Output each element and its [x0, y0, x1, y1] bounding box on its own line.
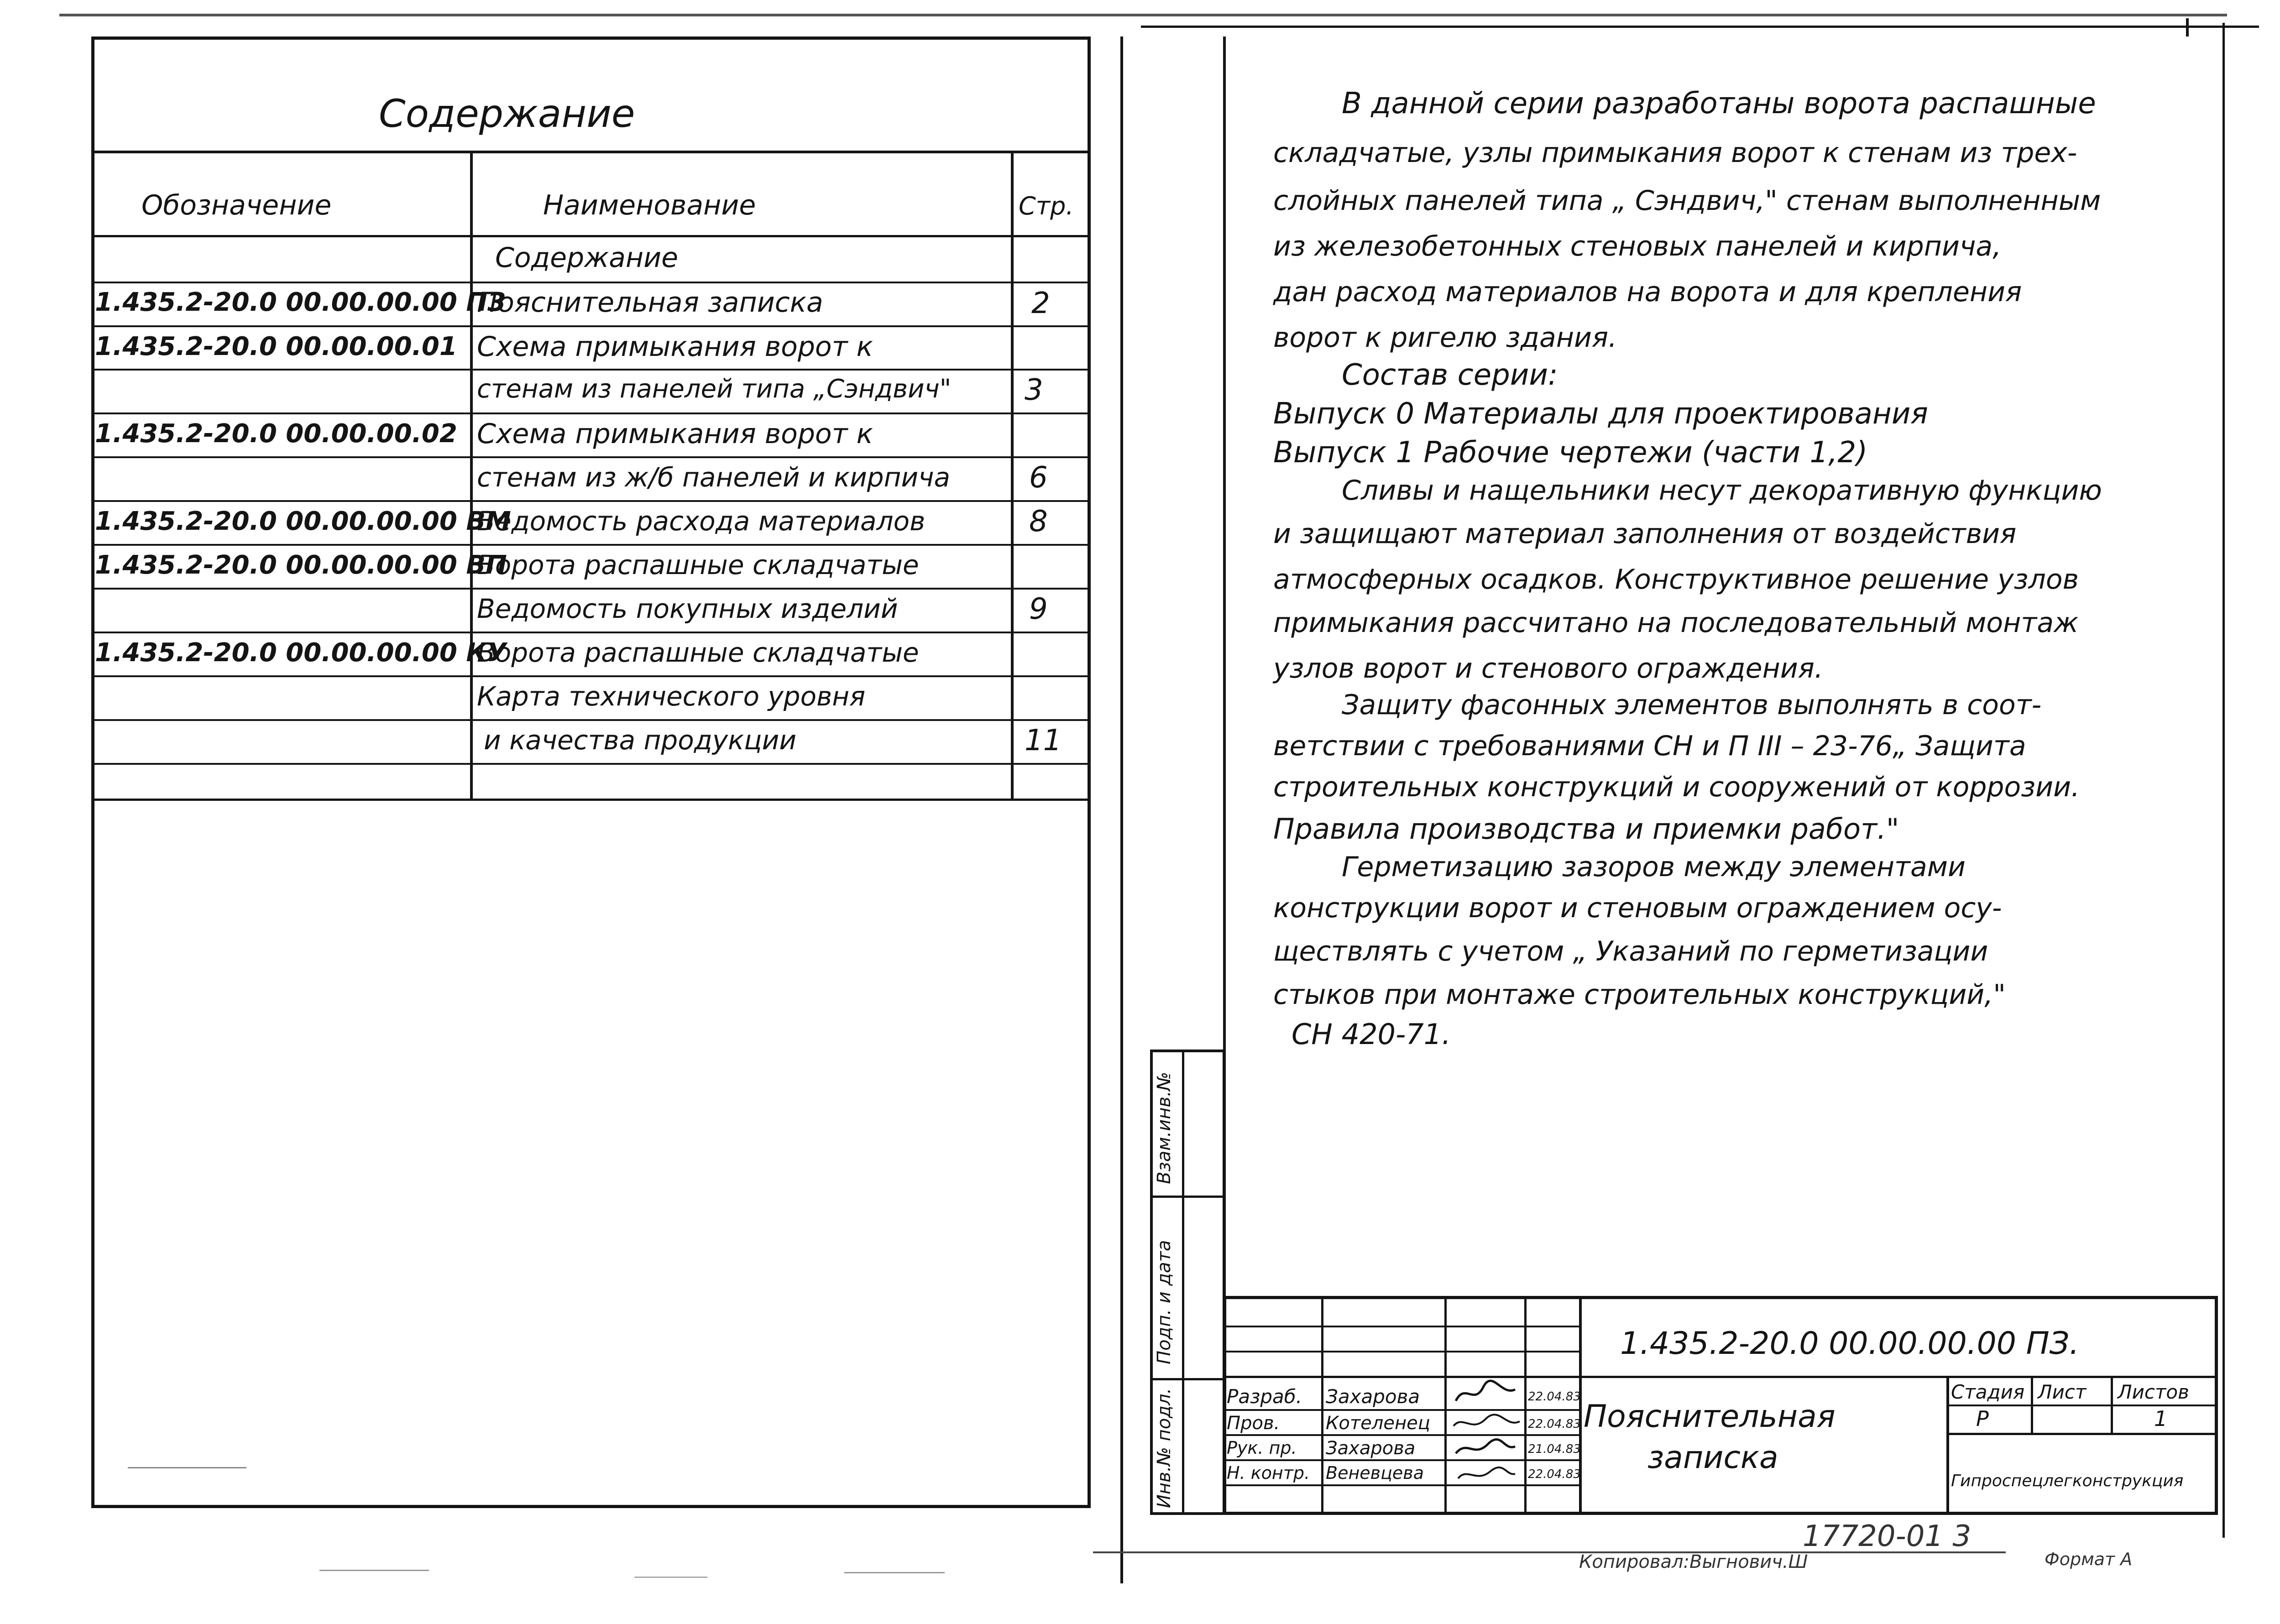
- tb-signer-date: 21.04.83: [1528, 1442, 1581, 1456]
- toc-line-6: [91, 500, 1091, 502]
- toc-line-13: [91, 799, 1091, 801]
- toc-row-name: стенам из ж/б панелей и кирпича: [477, 462, 951, 493]
- toc-line-12: [91, 763, 1091, 765]
- tb-stage-row-2: [1946, 1433, 2218, 1435]
- tb-col-3: [1524, 1296, 1527, 1515]
- note-line: складчатые, узлы примыкания ворот к стенам из трех-: [1273, 137, 2077, 169]
- tb-signer-role: Н. контр.: [1227, 1463, 1310, 1483]
- right-edge-line: [2222, 23, 2225, 1538]
- toc-row-name: Ворота распашные складчатые: [477, 549, 919, 580]
- toc-header-page: Стр.: [1019, 192, 1074, 220]
- signature-scribbles: [1447, 1378, 1524, 1488]
- note-line: Сливы и нащельники несут декоративную функцию: [1342, 475, 2102, 507]
- toc-row-designation: 1.435.2-20.0 00.00.00.02: [95, 419, 457, 449]
- note-line: Выпуск 0 Материалы для проектирования: [1273, 397, 1928, 431]
- toc-col-divider-1: [470, 151, 473, 801]
- tb-doc-name-1: Пояснительная: [1584, 1399, 1836, 1435]
- toc-row-name: Схема примыкания ворот к: [477, 331, 873, 363]
- toc-row-designation: 1.435.2-20.0 00.00.00.00 ПЗ: [95, 287, 506, 317]
- toc-row-name: стенам из панелей типа „Сэндвич": [477, 374, 952, 404]
- toc-row-name: Ведомость расхода материалов: [477, 506, 926, 537]
- tb-signer-date: 22.04.83: [1528, 1390, 1581, 1404]
- tb-signer-name: Захарова: [1326, 1438, 1416, 1459]
- tb-row-c: [1223, 1376, 2218, 1378]
- toc-row-name: Ведомость покупных изделий: [477, 593, 898, 624]
- toc-line-1: [91, 282, 1091, 283]
- note-line: и защищают материал заполнения от воздействия: [1273, 518, 2017, 550]
- tb-signer-name: Захарова: [1326, 1385, 1420, 1408]
- toc-row-name: Пояснительная записка: [477, 287, 823, 319]
- note-line: слойных панелей типа „ Сэндвич," стенам выполненным: [1273, 185, 2101, 217]
- note-line: ществлять с учетом „ Указаний по герметизации: [1273, 935, 1988, 967]
- tb-signer-role: Разраб.: [1227, 1385, 1302, 1408]
- side-stamp-sign-date: Подп. и дата: [1154, 1240, 1175, 1364]
- note-line: СН 420-71.: [1292, 1018, 1451, 1051]
- toc-row-page: 8: [1029, 505, 1048, 538]
- tb-signer-role: Пров.: [1227, 1413, 1280, 1434]
- toc-line-header-bottom: [91, 235, 1091, 237]
- tb-sheet-header: Лист: [2038, 1381, 2087, 1403]
- side-stamp-inv-replace: Взам.инв.№: [1154, 1071, 1175, 1184]
- toc-line-4: [91, 413, 1091, 414]
- toc-row-name: Схема примыкания ворот к: [477, 418, 873, 450]
- toc-line-11: [91, 719, 1091, 721]
- tb-sheets: 1: [2154, 1406, 2168, 1431]
- binding-line-left: [1120, 37, 1123, 1583]
- toc-line-10: [91, 675, 1091, 677]
- toc-title: Содержание: [379, 91, 635, 136]
- tb-row-e: [1223, 1434, 1581, 1436]
- note-line: В данной серии разработаны ворота распашные: [1342, 87, 2096, 120]
- toc-row-page: 2: [1031, 287, 1050, 320]
- note-line: ворот к ригелю здания.: [1273, 322, 1617, 354]
- tb-signer-date: 22.04.83: [1528, 1417, 1581, 1431]
- toc-row-page: 6: [1029, 461, 1048, 495]
- tb-org: Гипроспецлегконструкция: [1951, 1472, 2184, 1490]
- toc-row-page: 3: [1025, 373, 1043, 407]
- side-stamp-inv-orig: Инв.№ подл.: [1154, 1388, 1175, 1508]
- tb-col-4: [1579, 1296, 1582, 1515]
- toc-col-divider-2: [1011, 151, 1014, 801]
- right-edge-mark: [2186, 18, 2189, 37]
- tb-row-g: [1223, 1484, 1581, 1486]
- tb-doc-name-2: записка: [1647, 1440, 1778, 1476]
- toc-line-title-bottom: [91, 151, 1091, 153]
- footer-copied: Копировал:Выгнович.Ш: [1579, 1551, 1808, 1572]
- toc-row-page: 11: [1025, 724, 1062, 757]
- tb-signer-date: 22.04.83: [1528, 1467, 1581, 1481]
- note-line: Правила производства и приемки работ.": [1273, 812, 1899, 846]
- tb-doc-divider: [1946, 1376, 1949, 1515]
- toc-header-designation: Обозначение: [141, 189, 332, 221]
- scan-noise: [634, 1577, 707, 1578]
- tb-stage: Р: [1976, 1406, 1989, 1431]
- signature-4: [1458, 1467, 1515, 1478]
- note-line: Выпуск 1 Рабочие чертежи (части 1,2): [1273, 436, 1868, 470]
- note-line: примыкания рассчитано на последовательный монтаж: [1273, 607, 2079, 639]
- note-line: ветствии с требованиями СН и П III – 23-76„ Защита: [1273, 730, 2026, 762]
- toc-row-designation: 1.435.2-20.0 00.00.00.00 ВМ: [95, 507, 511, 536]
- note-line: строительных конструкций и сооружений от коррозии.: [1273, 771, 2080, 803]
- tb-signer-role: Рук. пр.: [1227, 1438, 1297, 1458]
- note-line: Герметизацию зазоров между элементами: [1342, 851, 1966, 883]
- note-line: атмосферных осадков. Конструктивное решение узлов: [1273, 564, 2079, 595]
- note-line: Защиту фасонных элементов выполнять в соот-: [1342, 689, 2042, 721]
- tb-sheets-header: Листов: [2118, 1381, 2189, 1403]
- top-edge-line: [59, 14, 2227, 16]
- footer-archive-number: 17720-01 3: [1803, 1520, 1971, 1553]
- toc-line-2: [91, 325, 1091, 327]
- tb-signer-name: Веневцева: [1326, 1463, 1424, 1483]
- side-stamp-row-1: [1150, 1196, 1225, 1198]
- toc-row-name: Карта технического уровня: [477, 681, 866, 712]
- toc-row-designation: 1.435.2-20.0 00.00.00.01: [95, 332, 457, 361]
- tb-row-f: [1223, 1459, 1581, 1461]
- toc-row-name: Содержание: [495, 242, 679, 274]
- note-line: дан расход материалов на ворота и для крепления: [1273, 276, 2022, 308]
- tb-col-1: [1321, 1296, 1323, 1515]
- tb-row-d: [1223, 1409, 1581, 1411]
- toc-line-3: [91, 369, 1091, 371]
- signature-1: [1456, 1381, 1515, 1401]
- side-stamp-row-2: [1150, 1378, 1225, 1380]
- right-page-left-border: [1223, 37, 1226, 1515]
- toc-row-page: 9: [1029, 592, 1048, 626]
- footer-format: Формат А: [2045, 1549, 2133, 1569]
- signature-3: [1456, 1440, 1515, 1453]
- toc-header-name: Наименование: [543, 189, 756, 221]
- toc-row-name: Ворота распашные складчатые: [477, 637, 919, 668]
- side-stamp-col: [1182, 1050, 1184, 1515]
- tb-row-b: [1223, 1351, 1581, 1352]
- toc-line-7: [91, 544, 1091, 546]
- tb-stage-header: Стадия: [1951, 1381, 2025, 1403]
- note-line: Состав серии:: [1342, 358, 1558, 392]
- toc-line-5: [91, 456, 1091, 458]
- toc-row-name: и качества продукции: [484, 725, 797, 756]
- top-edge-line-2: [1141, 26, 2259, 28]
- signature-2: [1454, 1415, 1520, 1426]
- note-line: стыков при монтаже строительных конструкций,": [1273, 979, 2006, 1011]
- tb-row-a: [1223, 1326, 1581, 1327]
- toc-row-designation: 1.435.2-20.0 00.00.00.00 ВП: [95, 550, 507, 580]
- scan-noise: [844, 1572, 945, 1573]
- scan-noise: [319, 1570, 429, 1571]
- tb-signer-name: Котеленец: [1326, 1413, 1430, 1434]
- toc-line-9: [91, 632, 1091, 633]
- scan-noise: [128, 1467, 246, 1468]
- note-line: конструкции ворот и стеновым ограждением осу-: [1273, 892, 2002, 924]
- note-line: узлов ворот и стенового ограждения.: [1273, 653, 1823, 684]
- tb-code: 1.435.2-20.0 00.00.00.00 ПЗ.: [1620, 1326, 2080, 1362]
- note-line: из железобетонных стеновых панелей и кирпича,: [1273, 230, 2002, 262]
- toc-line-8: [91, 588, 1091, 590]
- toc-row-designation: 1.435.2-20.0 00.00.00.00 КУ: [95, 638, 507, 668]
